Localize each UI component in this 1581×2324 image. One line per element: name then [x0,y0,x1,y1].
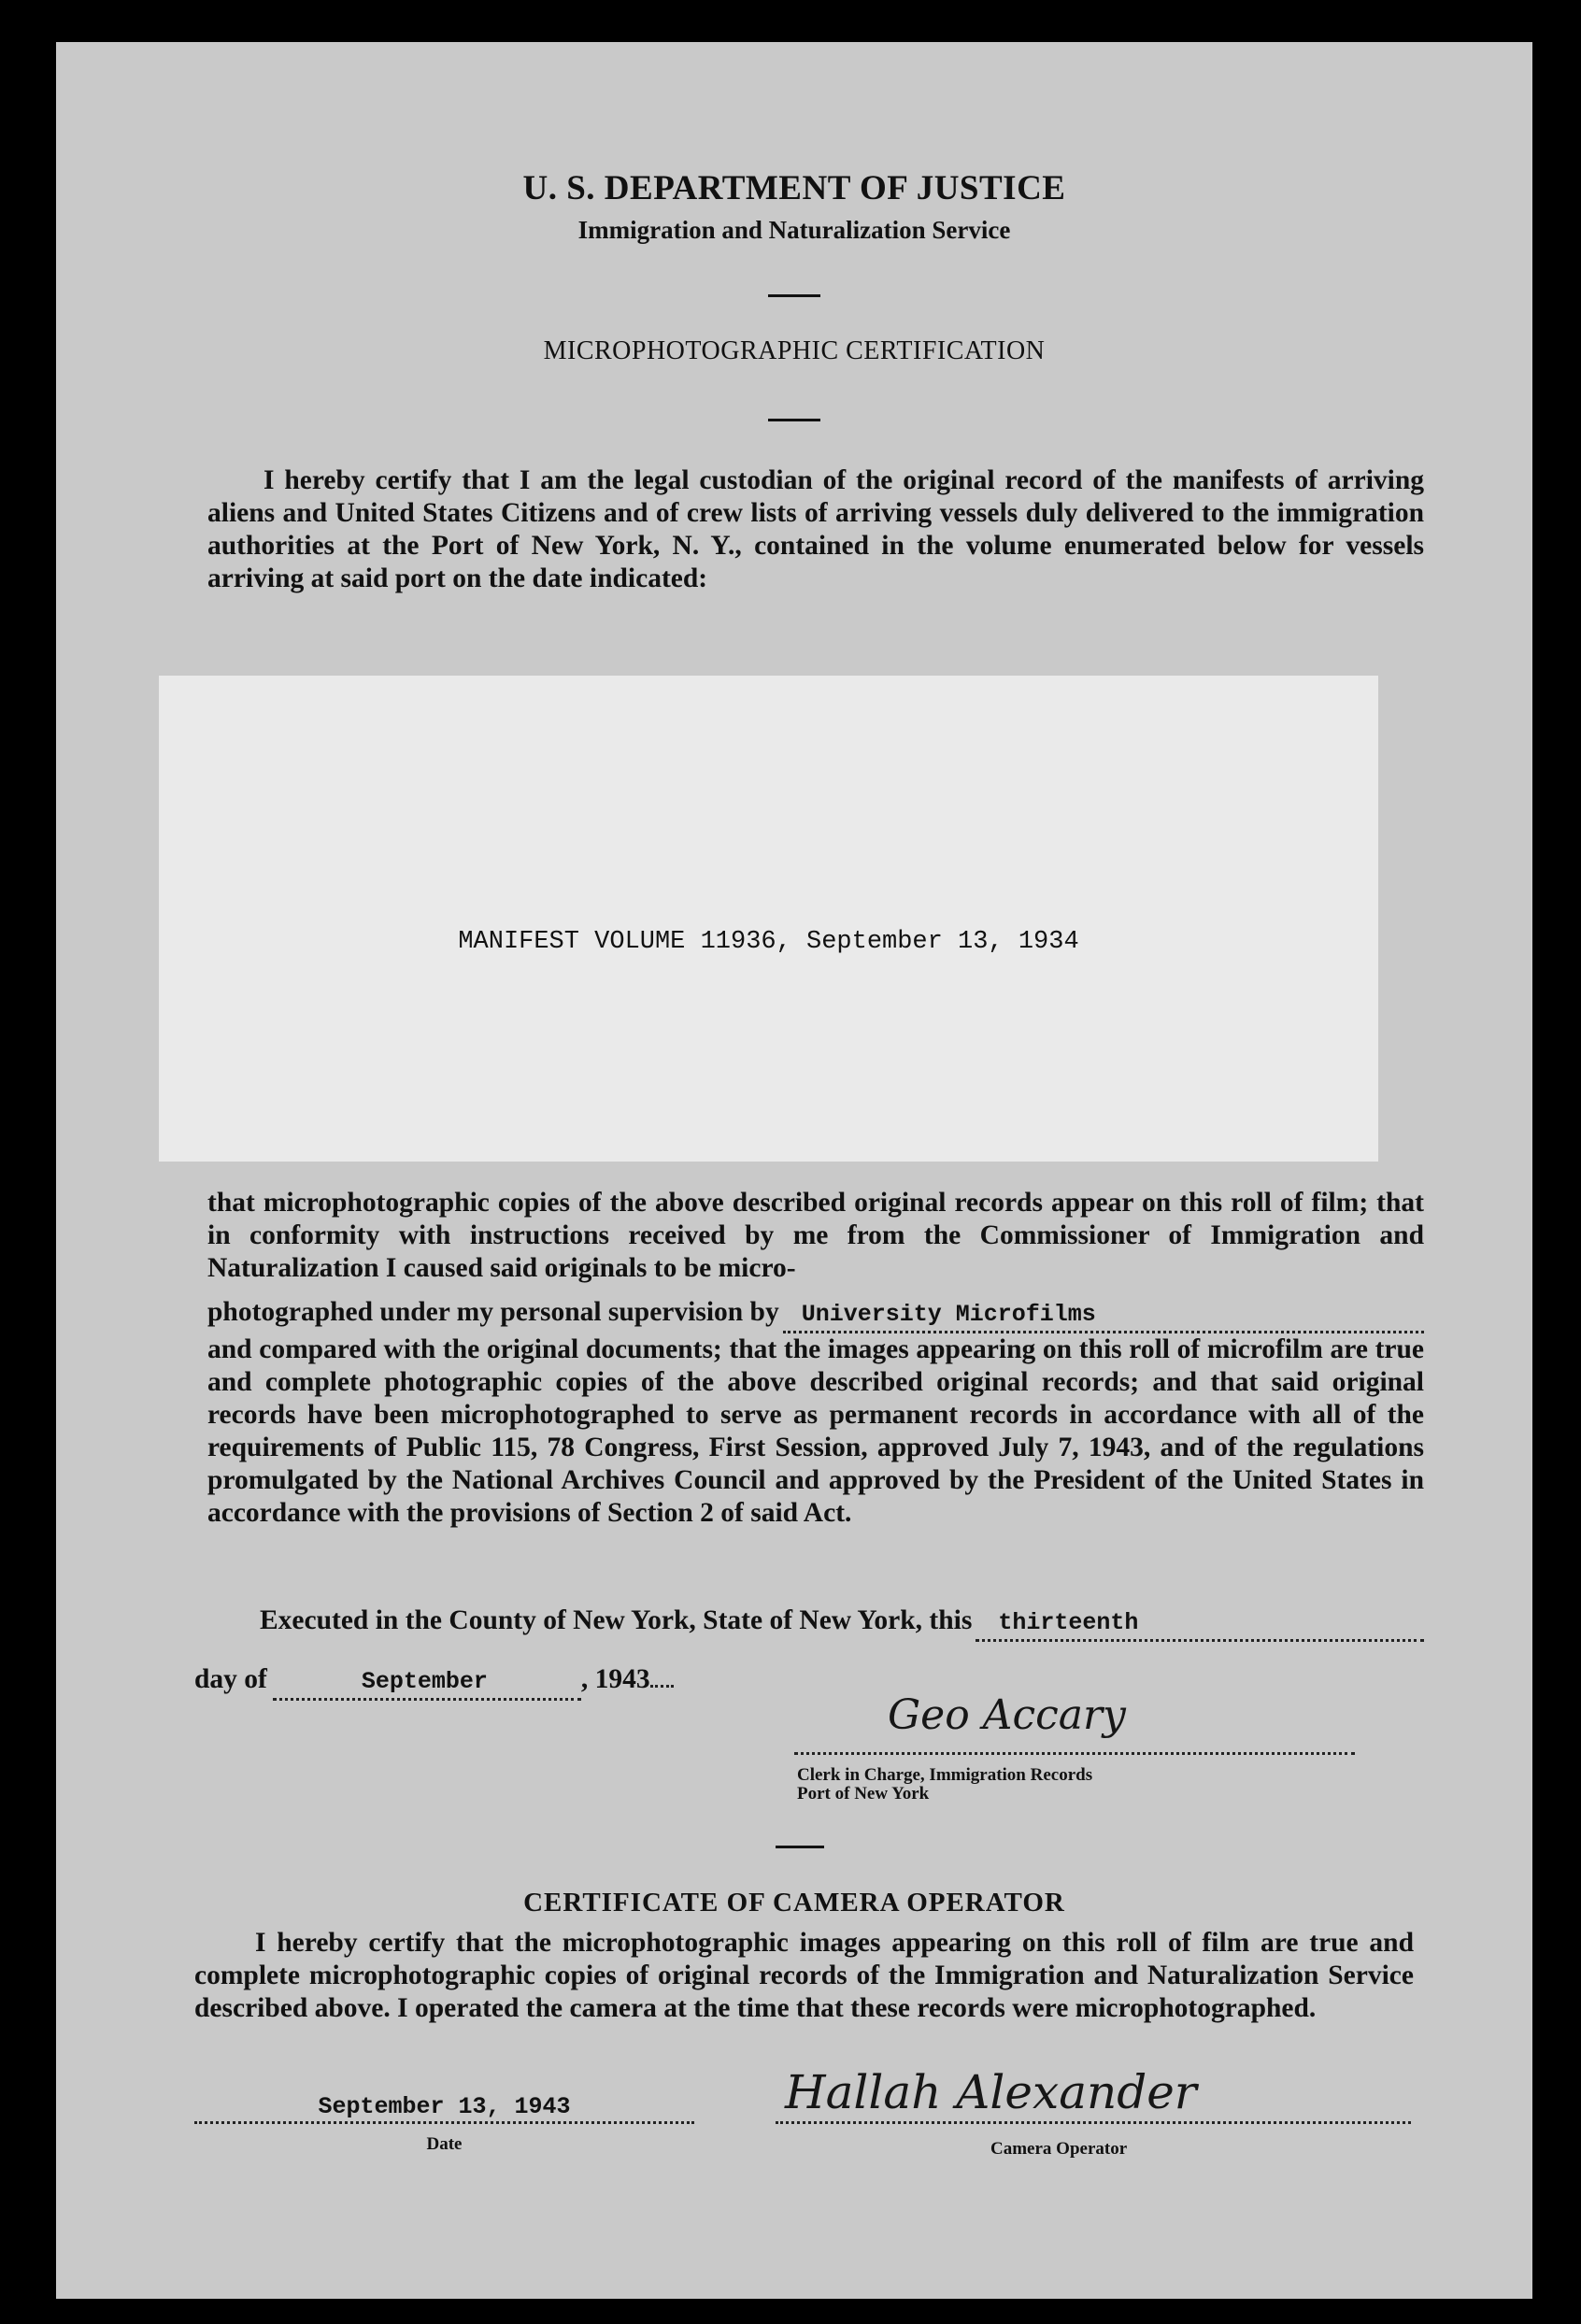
date-line-dots [194,2121,694,2124]
clerk-title-line2: Port of New York [797,1784,930,1804]
divider [776,1846,824,1848]
divider [768,294,820,297]
filmed-by: University Microfilms [801,1301,1096,1328]
clerk-title-line1: Clerk in Charge, Immigration Records [797,1765,1093,1785]
custodian-paragraph: I hereby certify that I am the legal custodian of the original record of the manifests of arriving aliens and United States Citizens and of crew lists of arriving vessels duly delivered to the immigration authorities at the Port of New York, N. Y., contained in the volume enumerated below for vessels arriving at said port on the date indicated: [207,465,1424,593]
manifest-card [159,676,1378,1162]
department-title: U. S. DEPARTMENT OF JUSTICE [522,169,1066,207]
divider [768,419,820,421]
service-subtitle: Immigration and Naturalization Service [577,216,1011,244]
date-label: Date [426,2134,463,2154]
clerk-title [797,1766,1092,1804]
operator-label: Camera Operator [990,2139,1128,2159]
clerk-signature-line [794,1752,1355,1755]
operator-signature: Hallah Alexander [785,2065,1197,2119]
camera-date: September 13, 1943 [318,2093,571,2120]
execution-day: thirteenth [998,1609,1139,1636]
day-of-label: day of [194,1664,267,1694]
clerk-signature: Geo Accary [888,1691,1126,1739]
section-title: MICROPHOTOGRAPHIC CERTIFICATION [543,336,1046,365]
certificate-page [56,42,1532,2299]
manifest-label: MANIFEST VOLUME 11936, September 13, 1934 [458,928,1079,956]
execution-label: Executed in the County of New York, State of New York, this [260,1605,973,1635]
date-line [194,1663,867,1701]
camera-certificate-title: CERTIFICATE OF CAMERA OPERATOR [523,1888,1065,1918]
execution-line [260,1604,1424,1642]
operator-signature-line [776,2121,1411,2124]
compliance-text: and compared with the original documents; that the images appearing on this roll of microfilm are true and complete photographic copies of the above described original records; and that said original records have been microphotographed to serve as permanent records in accordance with all of the requirements of Public 115, 78 Congress, First Session, approved July 7, 1943, and of the regulations promulgated by the National Archives Council and approved by the President of the United States in accordance with the provisions of Section 2 of said Act. [207,1334,1424,1528]
copies-paragraph [207,1187,1424,1530]
copies-text: that microphotographic copies of the above described original records appear on this roll of film; that in conformity with instructions received by me from the Commissioner of Immigration and Naturalization I caused said originals to be micro- [207,1188,1424,1283]
year-prefix: , 194 [580,1664,636,1694]
supervision-line [207,1296,1424,1333]
supervision-label: photographed under my personal supervision by [207,1297,779,1327]
camera-paragraph: I hereby certify that the microphotographic images appearing on this roll of film are true and complete microphotographic copies of original records of the Immigration and Naturalization Service described above. I operated the camera at the time that these records were microphotographed. [194,1928,1414,2023]
year-digit: 3 [635,1664,650,1694]
execution-month: September [361,1668,488,1695]
